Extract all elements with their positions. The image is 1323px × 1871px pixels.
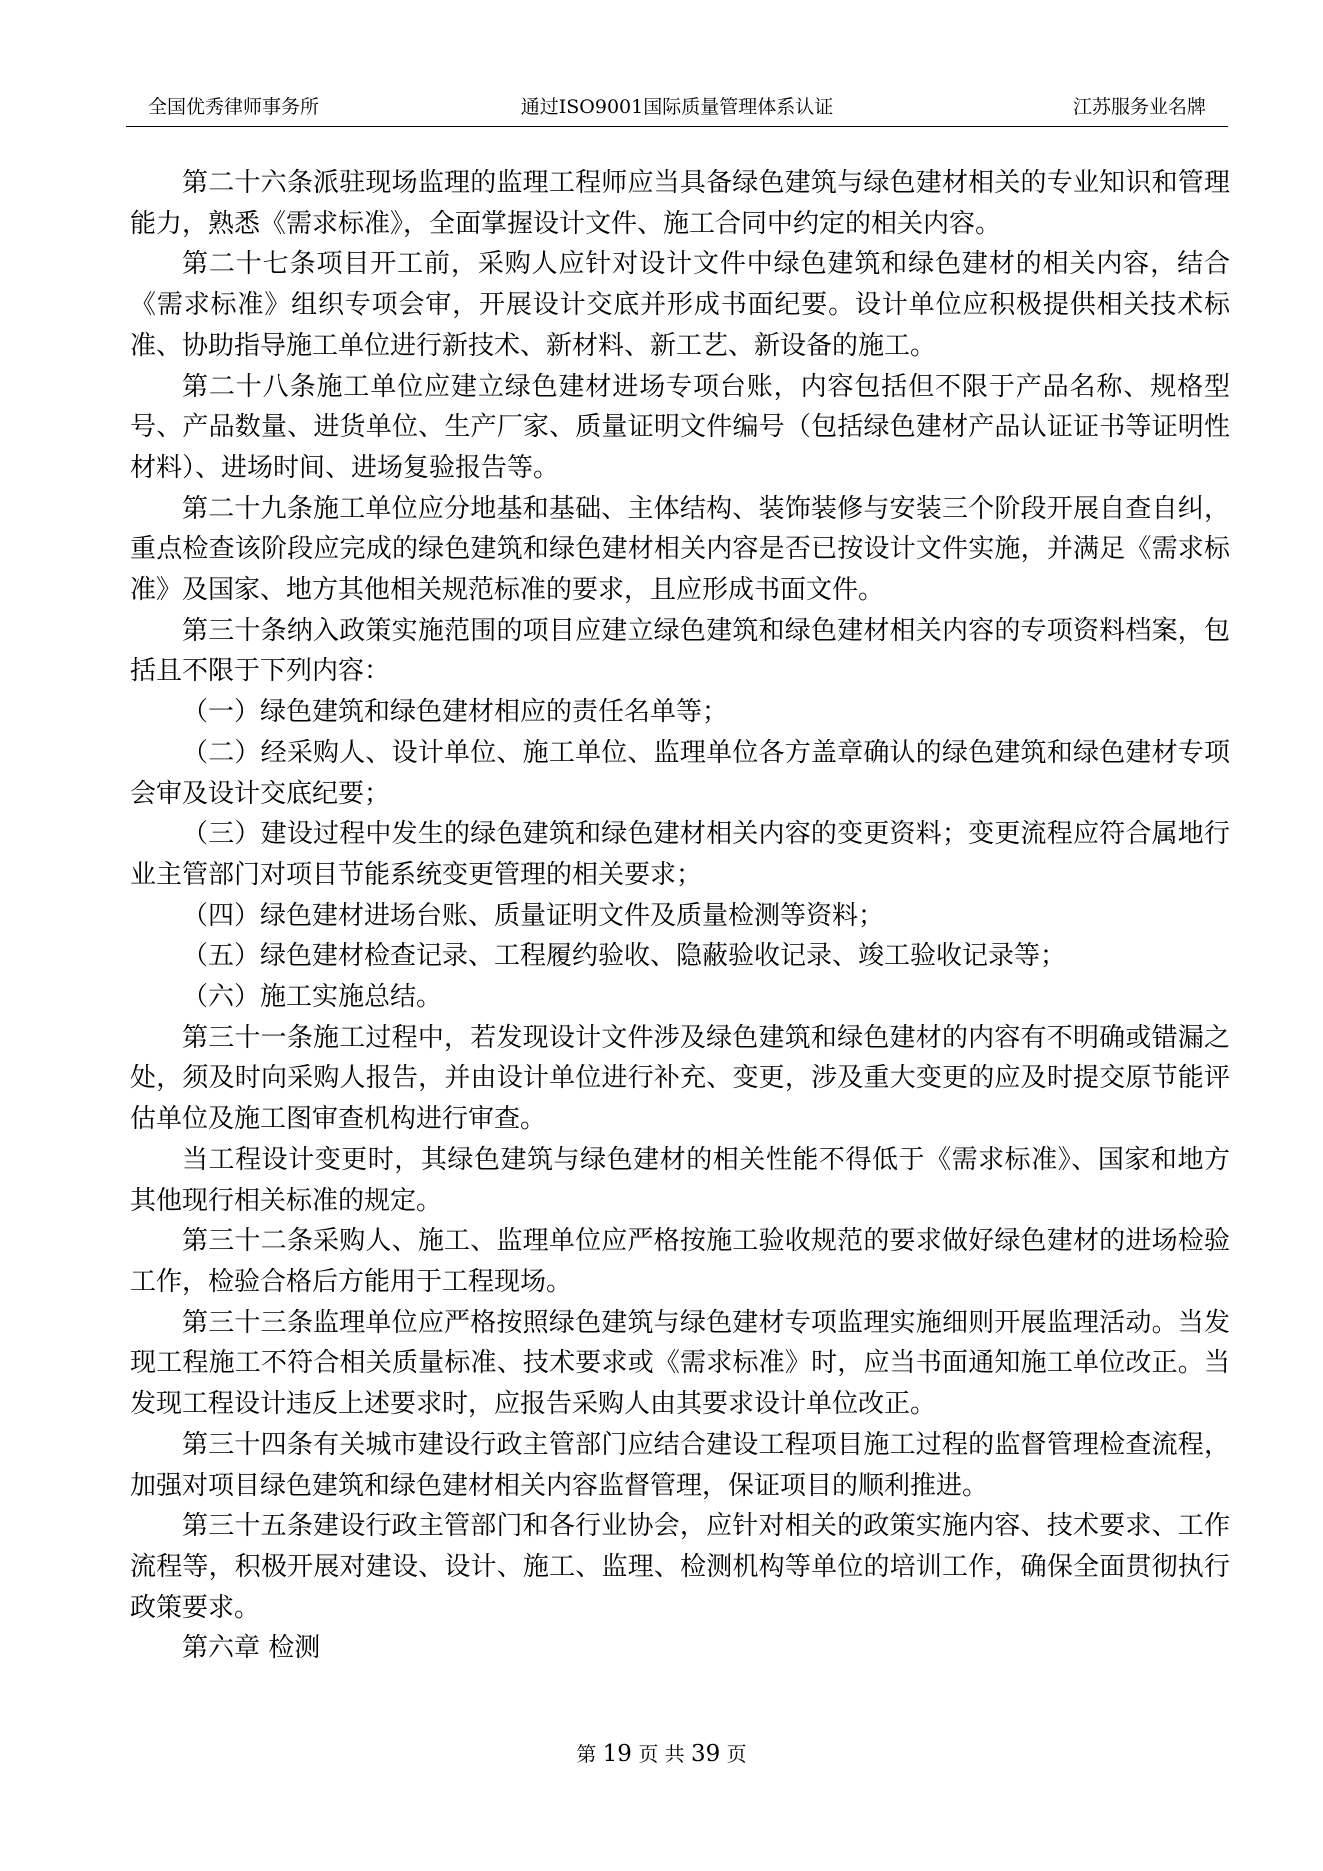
header-right-text: 江苏服务业名牌 — [1072, 96, 1206, 118]
paragraph-article-30: 第三十条纳入政策实施范围的项目应建立绿色建筑和绿色建材相关内容的专项资料档案，包括且不限于下列内容： — [130, 615, 1230, 687]
paragraph-article-27: 第二十七条项目开工前，采购人应针对设计文件中绿色建筑和绿色建材的相关内容，结合《需求标准》组织专项会审，开展设计交底并形成书面纪要。设计单位应积极提供相关技术标准、协助指导施工单位进行新技术、新材料、新工艺、新设备的施工。 — [130, 249, 1230, 361]
paragraph-article-35: 第三十五条建设行政主管部门和各行业协会，应针对相关的政策实施内容、技术要求、工作流程等，积极开展对建设、设计、施工、监理、检测机构等单位的培训工作，确保全面贯彻执行政策要求。 — [130, 1511, 1230, 1623]
list-item-2: （二）经采购人、设计单位、施工单位、监理单位各方盖章确认的绿色建筑和绿色建材专项会审及设计交底纪要； — [130, 737, 1230, 809]
paragraph-article-33: 第三十三条监理单位应严格按照绿色建筑与绿色建材专项监理实施细则开展监理活动。当发现工程施工不符合相关质量标准、技术要求或《需求标准》时，应当书面通知施工单位改正。当发现工程设计违反上述要求时，应报告采购人由其要求设计单位改正。 — [130, 1307, 1230, 1420]
footer-prefix: 第 — [576, 1742, 597, 1766]
footer-middle: 页 共 — [638, 1742, 685, 1766]
list-item-5: （五）绿色建材检查记录、工程履约验收、隐蔽验收记录、竣工验收记录等； — [182, 941, 1067, 972]
paragraph-design-change: 当工程设计变更时，其绿色建筑与绿色建材的相关性能不得低于《需求标准》、国家和地方其他现行相关标准的规定。 — [130, 1144, 1230, 1216]
paragraph-article-34: 第三十四条有关城市建设行政主管部门应结合建设工程项目施工过程的监督管理检查流程，加强对项目绿色建筑和绿色建材相关内容监督管理，保证项目的顺利推进。 — [130, 1429, 1230, 1501]
paragraph-article-26: 第二十六条派驻现场监理的监理工程师应当具备绿色建筑与绿色建材相关的专业知识和管理能力，熟悉《需求标准》，全面掌握设计文件、施工合同中约定的相关内容。 — [130, 168, 1230, 239]
paragraph-article-31: 第三十一条施工过程中，若发现设计文件涉及绿色建筑和绿色建材的内容有不明确或错漏之处，须及时向采购人报告，并由设计单位进行补充、变更，涉及重大变更的应及时提交原节能评估单位及施工图审查机构进行审查。 — [130, 1022, 1230, 1135]
paragraph-article-29: 第二十九条施工单位应分地基和基础、主体结构、装饰装修与安装三个阶段开展自查自纠，重点检查该阶段应完成的绿色建筑和绿色建材相关内容是否已按设计文件实施，并满足《需求标准》及国家、地方其他相关规范标准的要求，且应形成书面文件。 — [130, 493, 1230, 606]
chapter-heading: 第六章 检测 — [182, 1633, 321, 1664]
header-left-text: 全国优秀律师事务所 — [148, 96, 320, 118]
list-item-4: （四）绿色建材进场台账、质量证明文件及质量检测等资料； — [182, 900, 885, 931]
page-footer — [0, 1741, 1323, 1767]
paragraph-article-32: 第三十二条采购人、施工、监理单位应严格按施工验收规范的要求做好绿色建材的进场检验工作，检验合格后方能用于工程现场。 — [130, 1226, 1230, 1297]
paragraph-article-28: 第二十八条施工单位应建立绿色建材进场专项台账，内容包括但不限于产品名称、规格型号、产品数量、进货单位、生产厂家、质量证明文件编号（包括绿色建材产品认证证书等证明性材料）、进场时间、进场复验报告等。 — [130, 371, 1230, 483]
total-page-number: 39 — [691, 1741, 721, 1767]
list-item-3: （三）建设过程中发生的绿色建筑和绿色建材相关内容的变更资料；变更流程应符合属地行业主管部门对项目节能系统变更管理的相关要求； — [130, 819, 1230, 890]
list-item-1: （一）绿色建筑和绿色建材相应的责任名单等； — [182, 697, 729, 728]
current-page-number: 19 — [602, 1741, 632, 1767]
document-body — [130, 163, 1230, 1669]
list-item-6: （六）施工实施总结。 — [182, 982, 443, 1013]
header-center-text: 通过ISO9001国际质量管理体系认证 — [520, 96, 834, 118]
page-header — [126, 94, 1228, 127]
footer-suffix: 页 — [726, 1742, 747, 1766]
